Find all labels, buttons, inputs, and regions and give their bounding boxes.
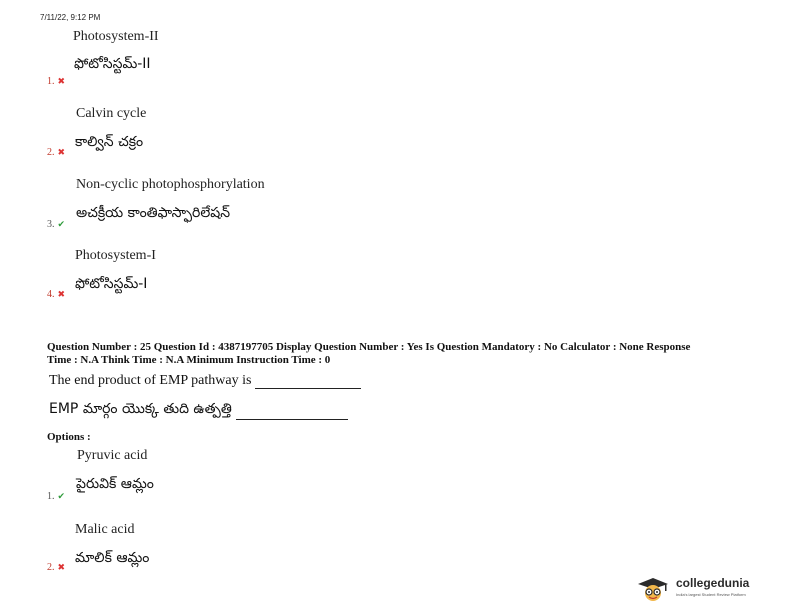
prev-option-4-number	[47, 289, 65, 300]
question-text-telugu	[49, 401, 348, 420]
prev-option-2-telugu: కాల్విన్ చక్రం	[75, 134, 144, 150]
print-timestamp: 7/11/22, 9:12 PM	[40, 13, 101, 22]
option-1-label: 1.	[47, 491, 55, 502]
option-1-english: Pyruvic acid	[77, 448, 148, 463]
question-text-telugu-content: EMP మార్గం యొక్క తుది ఉత్పత్తి	[49, 401, 232, 417]
check-icon: ✔	[57, 219, 66, 229]
question-text-english-content: The end product of EMP pathway is	[49, 373, 252, 388]
question-meta-line-2: Time : N.A Think Time : N.A Minimum Instruction Time : 0	[47, 354, 331, 366]
cross-icon: ✖	[57, 76, 66, 86]
options-heading: Options :	[47, 431, 91, 443]
prev-option-2-number	[47, 147, 65, 158]
answer-blank	[236, 403, 348, 420]
graduate-mascot-icon	[634, 576, 672, 602]
prev-option-1-label: 1.	[47, 76, 55, 87]
check-icon: ✔	[57, 491, 66, 501]
question-meta	[47, 341, 762, 367]
option-1-number	[47, 491, 65, 502]
prev-option-2-english: Calvin cycle	[76, 106, 147, 121]
collegedunia-logo	[634, 576, 749, 602]
option-2-telugu: మాలిక్ ఆమ్లం	[75, 550, 150, 566]
cross-icon: ✖	[57, 147, 66, 157]
logo-tagline: India's largest Student Review Platform	[676, 592, 746, 597]
prev-option-1-english: Photosystem-II	[73, 29, 159, 44]
cross-icon: ✖	[57, 562, 66, 572]
prev-option-4-telugu: ఫోటోసిస్టమ్-I	[75, 276, 148, 292]
prev-option-3-label: 3.	[47, 219, 55, 230]
option-2-english: Malic acid	[75, 522, 135, 537]
cross-icon: ✖	[57, 289, 66, 299]
option-2-number	[47, 562, 65, 573]
logo-text	[676, 578, 749, 600]
prev-option-3-number	[47, 219, 65, 230]
answer-blank	[255, 372, 361, 389]
option-1-telugu: పైరువిక్ ఆమ్లం	[76, 476, 154, 492]
prev-option-4-english: Photosystem-I	[75, 248, 156, 263]
prev-option-1-telugu: ఫోటోసిస్టమ్-II	[74, 56, 151, 72]
prev-option-4-label: 4.	[47, 289, 55, 300]
question-meta-line-1: Question Number : 25 Question Id : 4387197705 Display Question Number : Yes Is Question Mandatory : No Calculator : None Response	[47, 341, 691, 353]
prev-option-1-number	[47, 76, 65, 87]
prev-option-3-telugu: అచక్రీయ కాంతిఫాస్ఫారిలేషన్	[76, 205, 231, 221]
logo-name: collegedunia	[676, 576, 750, 590]
option-2-label: 2.	[47, 562, 55, 573]
question-text-english	[49, 372, 361, 389]
prev-option-3-english: Non-cyclic photophosphorylation	[76, 177, 265, 192]
prev-option-2-label: 2.	[47, 147, 55, 158]
